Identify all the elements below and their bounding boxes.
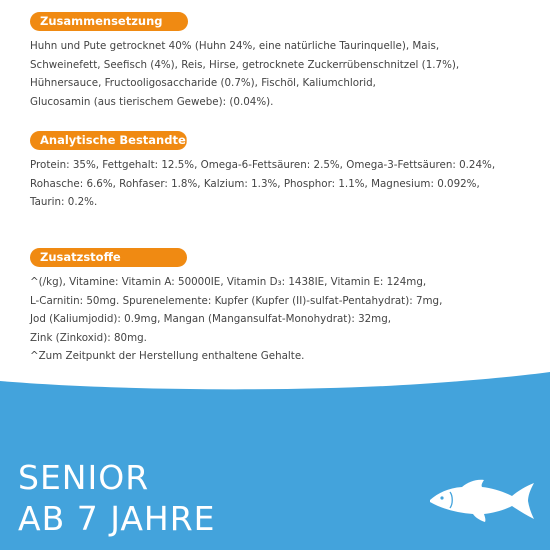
additives-text (30, 273, 535, 366)
fish-icon (428, 476, 536, 524)
additives-line: Jod (Kaliumjodid): 0.9mg, Mangan (Mangansulfat-Monohydrat): 32mg, (30, 313, 392, 325)
analytical-heading: Analytische Bestandteile (30, 131, 187, 150)
additives-line: ^Zum Zeitpunkt der Herstellung enthaltene Gehalte. (30, 350, 305, 362)
additives-section (30, 246, 535, 366)
composition-heading: Zusammensetzung (30, 12, 188, 31)
analytical-text (30, 156, 535, 212)
banner-title: SENIOR (18, 458, 150, 497)
analytical-line: Rohasche: 6.6%, Rohfaser: 1.8%, Kalzium: 1.3%, Phosphor: 1.1%, Magnesium: 0.092%, (30, 177, 480, 190)
composition-line: Hühnersauce, Fructooligosaccharide (0.7%), Fischöl, Kaliumchlorid, (30, 77, 376, 89)
composition-section (30, 10, 535, 111)
analytical-line: Taurin: 0.2%. (30, 196, 98, 208)
composition-text (30, 37, 535, 111)
additives-line: Zink (Zinkoxid): 80mg. (30, 331, 147, 344)
additives-line: L-Carnitin: 50mg. Spurenelemente: Kupfer (Kupfer (II)-sulfat-Pentahydrat): 7mg, (30, 294, 443, 307)
additives-line: ^(/kg), Vitamine: Vitamin A: 50000IE, Vitamin D₃: 1438IE, Vitamin E: 124mg, (30, 276, 427, 288)
additives-heading: Zusatzstoffe (30, 248, 187, 267)
analytical-line: Protein: 35%, Fettgehalt: 12.5%, Omega-6-Fettsäuren: 2.5%, Omega-3-Fettsäuren: 0.24%, (30, 159, 496, 171)
composition-line: Schweinefett, Seefisch (4%), Reis, Hirse, getrocknete Zuckerrübenschnitzel (1.7%), (30, 58, 460, 71)
analytical-section (30, 129, 535, 212)
banner-subtitle: AB 7 JAHRE (18, 499, 216, 538)
composition-line: Glucosamin (aus tierischem Gewebe): (0.04%). (30, 95, 274, 108)
composition-line: Huhn und Pute getrocknet 40% (Huhn 24%, eine natürliche Taurinquelle), Mais, (30, 40, 440, 52)
